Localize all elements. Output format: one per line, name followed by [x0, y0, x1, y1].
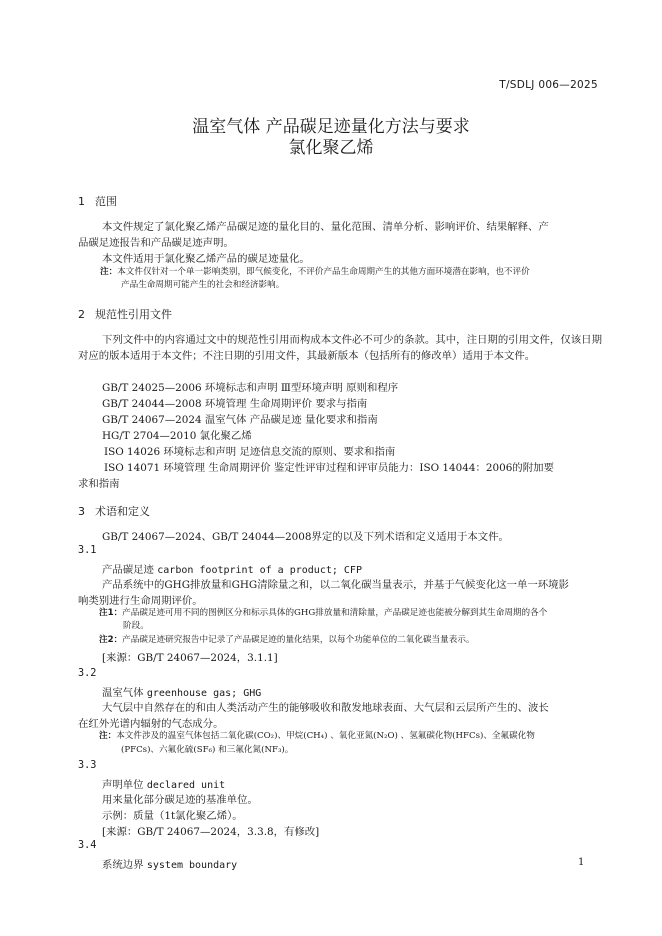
section-3-heading — [78, 503, 150, 519]
paragraph: 本文件适用于氯化聚乙烯产品的碳足迹量化。 — [102, 253, 310, 265]
term-number: 3.3 — [78, 760, 97, 771]
term-source: [来源：GB/T 24067—2024，3.3.8，有修改] — [102, 826, 320, 838]
term-number: 3.1 — [78, 545, 97, 556]
term-zh: 温室气体 — [102, 687, 144, 699]
paragraph-continuation: 品碳足迹报告和产品碳足迹声明。 — [78, 237, 234, 249]
section-2-heading — [78, 306, 172, 322]
note-continuation: 产品生命周期可能产生的社会和经济影响。 — [121, 280, 285, 290]
term-heading — [102, 684, 261, 699]
term-definition: 用来量化部分碳足迹的基准单位。 — [102, 794, 258, 806]
section-number: 2 — [78, 308, 85, 321]
paragraph: 本文件规定了氯化聚乙烯产品碳足迹的量化目的、量化范围、清单分析、影响评价、结果解释、产 — [102, 221, 549, 233]
term-en: carbon footprint of a product; CFP — [157, 565, 362, 576]
term-zh: 产品碳足迹 — [102, 564, 154, 576]
term-zh: 声明单位 — [102, 779, 144, 791]
reference-item: HG/T 2704—2010 氯化聚乙烯 — [102, 430, 252, 442]
term-en: system boundary — [146, 860, 238, 871]
note-text: 产品碳足迹可用不同的图例区分和标示具体的GHG排放量和清除量，产品碳足迹也能被分解到其生命周期的各个 — [122, 608, 548, 618]
term-en: greenhouse gas; GHG — [146, 688, 262, 699]
note-text: 本文件仅针对一个单一影响类别，即气候变化，不评价产品生命周期产生的其他方面环境潜在影响，也不评价 — [117, 267, 530, 277]
note-label: 注2： — [99, 635, 123, 645]
reference-item: GB/T 24067—2024 温室气体 产品碳足迹 量化要求和指南 — [102, 414, 378, 426]
section-title: 范围 — [95, 195, 117, 208]
reference-item: GB/T 24044—2008 环境管理 生命周期评价 要求与指南 — [102, 398, 368, 410]
section-number: 1 — [78, 195, 85, 208]
reference-item-continuation: 求和指南 — [78, 478, 120, 490]
note-text: 产品碳足迹研究报告中记录了产品碳足迹的量化结果，以每个功能单位的二氧化碳当量表示。 — [122, 635, 475, 645]
term-number: 3.4 — [78, 840, 97, 851]
section-number: 3 — [78, 505, 85, 518]
note-label: 注： — [99, 731, 117, 741]
term-number: 3.2 — [78, 668, 97, 679]
note — [99, 634, 475, 647]
standard-code: T/SDLJ 006—2025 — [499, 79, 598, 91]
term-zh: 系统边界 — [102, 859, 144, 871]
page-number: 1 — [578, 857, 585, 868]
term-definition-continuation: 响类别进行生命周期评价。 — [78, 595, 203, 607]
paragraph: 下列文件中的内容通过文中的规范性引用而构成本文件必不可少的条款。其中，注日期的引用文件，仅该日期对应的版本适用于本文件；不注日期的引用文件，其最新版本（包括所有的修改单）适用于本文件。 — [78, 334, 602, 362]
section-title: 规范性引用文件 — [95, 308, 172, 321]
note — [100, 266, 530, 279]
reference-item: GB/T 24025—2006 环境标志和声明 Ⅲ型环境声明 原则和程序 — [102, 382, 399, 394]
note-text: 本文件涉及的温室气体包括二氧化碳(CO₂)、甲烷(CH₄) 、氧化亚氮(N₂O) 、氢氟碳化物(HFCs)、全氟碳化物 — [116, 731, 535, 741]
term-definition: 大气层中自然存在的和由人类活动产生的能够吸收和散发地球表面、大气层和云层所产生的、波长 — [102, 702, 549, 714]
paragraph: GB/T 24067—2024、GB/T 24044—2008界定的以及下列术语和定义适用于本文件。 — [102, 531, 509, 543]
term-heading — [102, 856, 237, 871]
note-label: 注： — [100, 267, 118, 277]
reference-item: ISO 14071 环境管理 生命周期评价 鉴定性评审过程和评审员能力：ISO 14044：2006的附加要 — [104, 462, 554, 474]
term-en: declared unit — [146, 780, 226, 791]
note-continuation: 阶段。 — [123, 621, 149, 631]
term-heading — [102, 776, 225, 791]
note-label: 注1： — [99, 608, 123, 618]
note — [99, 607, 547, 620]
document-title: 温室气体 产品碳足迹量化方法与要求 — [192, 117, 470, 137]
section-1-heading — [78, 193, 117, 209]
note — [99, 730, 535, 743]
note-continuation: (PFCs)、六氟化硫(SF₆) 和三氟化氮(NF₃)。 — [121, 745, 294, 755]
section-title: 术语和定义 — [95, 505, 150, 518]
document-subtitle: 氯化聚乙烯 — [288, 138, 374, 158]
term-heading — [102, 561, 362, 576]
reference-item: ISO 14026 环境标志和声明 足迹信息交流的原则、要求和指南 — [104, 446, 396, 458]
term-definition: 产品系统中的GHG排放量和GHG清除量之和，以二氧化碳当量表示，并基于气候变化这一单一环境影 — [102, 579, 569, 591]
term-source: [来源：GB/T 24067—2024，3.1.1] — [102, 652, 278, 664]
term-example: 示例：质量（1t氯化聚乙烯）。 — [102, 810, 243, 822]
term-definition-continuation: 在红外光谱内辐射的气态成分。 — [78, 718, 224, 730]
